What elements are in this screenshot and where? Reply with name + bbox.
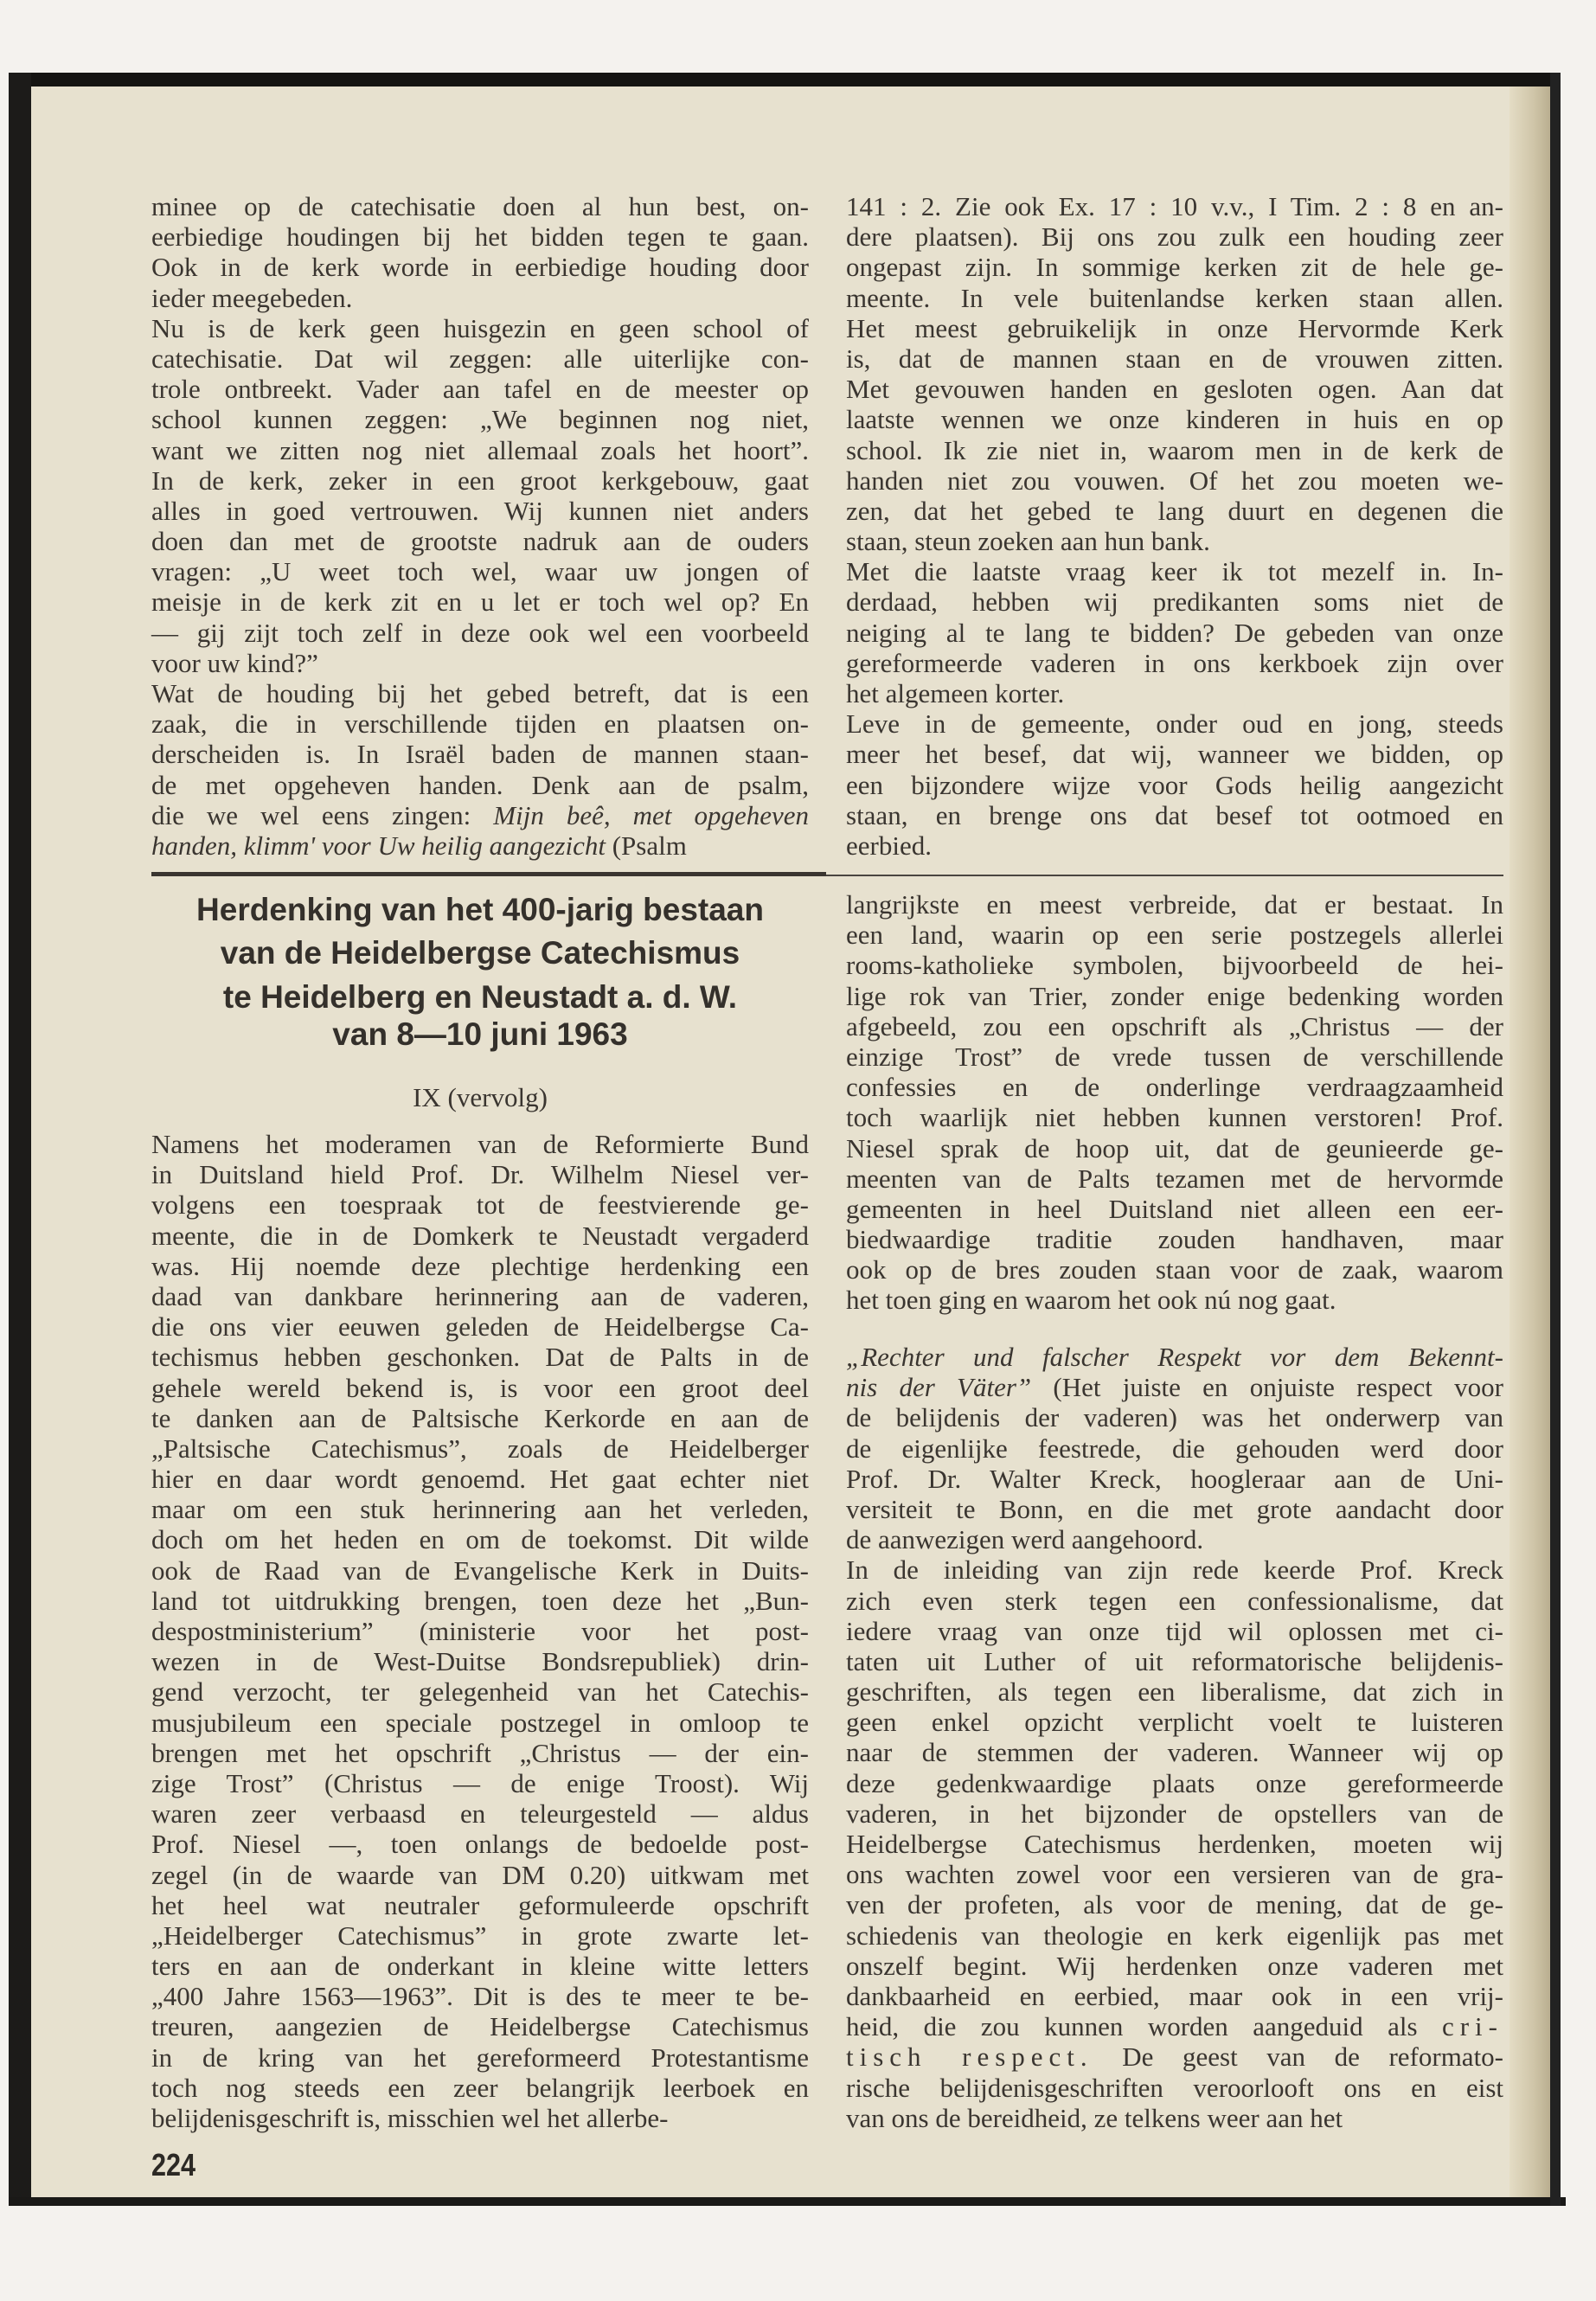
text-line: rooms-katholieke symbolen, bijvoorbeeld de hei- — [846, 950, 1503, 981]
text-line: taten uit Luther of uit reformatorische belijdenis- — [846, 1645, 1503, 1676]
text-line: deze gedenkwaardige plaats onze gereformeerde — [846, 1767, 1503, 1798]
scan-border-left — [9, 73, 31, 2206]
text-line: gehele wereld bekend is, is voor een groot deel — [151, 1372, 809, 1403]
text-line: zen, dat het gebed te lang duurt en degenen die — [846, 495, 1503, 526]
text-line: een bijzondere wijze voor Gods heilig aangezicht — [846, 769, 1503, 800]
text-line: handen niet zou vouwen. Of het zou moeten we- — [846, 465, 1503, 496]
text-line: minee op de catechisatie doen al hun best, on- — [151, 191, 809, 221]
text-line: Prof. Dr. Walter Kreck, hoogleraar aan de Uni- — [846, 1463, 1503, 1494]
text-line: musjubileum een speciale postzegel in omloop te — [151, 1707, 809, 1738]
text-line: treuren, aangezien de Heidelbergse Catechismus — [151, 2011, 809, 2042]
text-line: school kunnen zeggen: „We beginnen nog niet, — [151, 404, 809, 435]
text-line: in Duitsland hield Prof. Dr. Wilhelm Niesel ver- — [151, 1159, 809, 1190]
text-line: eerbiedige houdingen bij het bidden tegen te gaan. — [151, 221, 809, 253]
text-line: lige rok van Trier, zonder enige bedenking worden — [846, 980, 1503, 1011]
text-line: de met opgeheven handen. Denk aan de psalm, — [151, 769, 809, 800]
article-headline-line-2: van de Heidelbergse Catechismus — [220, 935, 740, 971]
text-line: te danken aan de Paltsische Kerkorde en aan de — [151, 1402, 809, 1433]
text-line: voor uw kind?” — [151, 647, 318, 678]
text-line: Niesel sprak de hoop uit, dat de geunieerde ge- — [846, 1132, 1503, 1163]
text-line: techismus hebben geschonken. Dat de Palts in de — [151, 1342, 809, 1373]
text-segment: (Psalm — [605, 830, 687, 861]
text-line: despostministerium” (ministerie voor het post- — [151, 1616, 809, 1646]
text-line: catechisatie. Dat wil zeggen: alle uiterlijke con- — [151, 343, 809, 374]
text-line: doch om het heden en om de toekomst. Dit wilde — [151, 1524, 809, 1555]
article-headline-line-1: Herdenking van het 400-jarig bestaan — [196, 892, 764, 927]
text-line: Het meest gebruikelijk in onze Hervormde Kerk — [846, 312, 1503, 343]
text-line: want we zitten nog niet allemaal zoals het hoort”. — [151, 434, 809, 465]
text-line: vaderen, in het bijzonder de opstellers van de — [846, 1798, 1503, 1829]
scan-border-top — [9, 73, 1557, 87]
text-line: doen dan met de grootste nadruk aan de ouders — [151, 526, 809, 557]
text-line: het algemeen korter. — [846, 678, 1065, 708]
text-line: ook op de bres zouden staan voor de zaak, waarom — [846, 1254, 1503, 1285]
text-line: afgebeeld, zou een opschrift als „Christus — der — [846, 1010, 1503, 1042]
text-line: schiedenis van theologie en kerk eigenlijk pas met — [846, 1920, 1503, 1951]
section-divider-thin — [826, 875, 1503, 876]
scan-border-bottom — [9, 2197, 1566, 2206]
text-line: toch waarlijk niet hebben kunnen verstoren! Prof. — [846, 1102, 1503, 1133]
text-line: onszelf begint. Wij herdenken onze vaderen met — [846, 1950, 1503, 1981]
text-line: einzige Trost” de vrede tussen de verschillende — [846, 1041, 1503, 1072]
text-line: staan, steun zoeken aan hun bank. — [846, 526, 1210, 557]
text-line: volgens een toespraak tot de feestvierende ge- — [151, 1189, 809, 1221]
text-line: Leve in de gemeente, onder oud en jong, steeds — [846, 708, 1503, 740]
text-segment: die we wel eens zingen: — [151, 799, 494, 830]
text-line: maar om een stuk herinnering aan het verleden, — [151, 1494, 809, 1525]
text-line: „400 Jahre 1563—1963”. Dit is des te meer te be- — [151, 1981, 809, 2012]
text-line: In de inleiding van zijn rede keerde Prof. Kreck — [846, 1554, 1503, 1586]
text-line — [846, 1342, 1503, 1372]
text-line: alles in goed vertrouwen. Wij kunnen niet anders — [151, 495, 809, 526]
article-left-column — [151, 1129, 809, 2133]
text-line: gend verzocht, ter gelegenheid van het Catechis- — [151, 1676, 809, 1708]
text-line: iedere vraag van onze tijd wil oplossen met ci- — [846, 1615, 1503, 1646]
text-line: meenten van de Palts tezamen met de hervormde — [846, 1163, 1503, 1194]
text-line: meente. In vele buitenlandse kerken staan allen. — [846, 282, 1503, 313]
text-line: zige Trost” (Christus — de enige Troost). Wij — [151, 1767, 809, 1798]
text-line: vragen: „U weet toch wel, waar uw jongen of — [151, 556, 809, 587]
italic-text: „Rechter und falscher Respekt vor dem Bekennt- — [846, 1342, 1503, 1372]
text-line: daad van dankbare herinnering aan de vaderen, — [151, 1280, 809, 1311]
text-line: school. Ik zie niet in, waarom men in de kerk de — [846, 434, 1503, 465]
text-line: van ons de bereidheid, ze telkens weer aan het — [846, 2102, 1343, 2133]
spaced-text: cri- — [1441, 2011, 1503, 2042]
section-divider-thick — [151, 872, 826, 876]
scan-border-right — [1550, 73, 1561, 2206]
text-line: derdaad, hebben wij predikanten soms niet de — [846, 586, 1503, 618]
text-line: zich even sterk tegen een confessionalisme, dat — [846, 1585, 1503, 1616]
text-line: In de kerk, zeker in een groot kerkgebouw, gaat — [151, 465, 809, 496]
text-line: geen enkel opzicht verplicht voelt te luisteren — [846, 1707, 1503, 1738]
text-segment: (Het juiste en onjuiste respect voor — [1031, 1372, 1503, 1403]
text-line — [151, 830, 809, 861]
text-line: ons wachten zowel voor een versieren van de gra- — [846, 1859, 1503, 1890]
text-line: neiging al te lang te bidden? De gebeden van onze — [846, 617, 1503, 648]
page-number: 224 — [151, 2147, 196, 2182]
italic-text: nis der Väter” — [846, 1372, 1032, 1403]
text-line: was. Hij noemde deze plechtige herdenking een — [151, 1250, 809, 1281]
article-headline-line-3: te Heidelberg en Neustadt a. d. W. — [222, 979, 738, 1015]
text-line: zegel (in de waarde van DM 0.20) uitkwam met — [151, 1859, 809, 1890]
text-line: het toen ging en waarom het ook nú nog gaat. — [846, 1285, 1336, 1316]
text-line: — gij zijt toch zelf in deze ook wel een voorbeeld — [151, 617, 809, 648]
text-line: de belijdenis der vaderen) was het onderwerp van — [846, 1402, 1503, 1433]
text-line: waren zeer verbaasd en teleurgesteld — aldus — [151, 1798, 809, 1830]
top-left-column — [151, 191, 809, 861]
text-line: Met die laatste vraag keer ik tot mezelf in. In- — [846, 556, 1503, 587]
text-line: Ook in de kerk worde in eerbiedige houding door — [151, 252, 809, 283]
text-line: naar de stemmen der vaderen. Wanneer wij op — [846, 1737, 1503, 1768]
text-line: Nu is de kerk geen huisgezin en geen school of — [151, 312, 809, 343]
text-segment: De geest van de reformato- — [1093, 2041, 1503, 2073]
text-line: gereformeerde vaderen in ons kerkboek zijn over — [846, 647, 1503, 678]
text-line: versiteit te Bonn, en die met grote aandacht door — [846, 1493, 1503, 1524]
text-line: toch nog steeds een zeer belangrijk leerboek en — [151, 2072, 809, 2103]
text-line: biedwaardige traditie zouden handhaven, maar — [846, 1224, 1503, 1255]
text-line: Heidelbergse Catechismus herdenken, moeten wij — [846, 1829, 1503, 1859]
text-line — [846, 1372, 1503, 1402]
text-line: „Heidelberger Catechismus” in grote zwarte let- — [151, 1920, 809, 1951]
text-line: staan, en brenge ons dat besef tot ootmoed en — [846, 799, 1503, 830]
article-right-column-top — [846, 889, 1503, 1316]
text-line — [151, 800, 809, 830]
text-line: belijdenisgeschrift is, misschien wel het allerbe- — [151, 2103, 669, 2133]
italic-text: Mijn beê, met opgeheven — [493, 799, 809, 830]
text-line: in de kring van het gereformeerd Protestantisme — [151, 2041, 809, 2073]
text-line: is, dat de mannen staan en de vrouwen zitten. — [846, 343, 1503, 374]
text-line: laatste wennen we onze kinderen in huis en op — [846, 404, 1503, 435]
article-headline-line-4: van 8—10 juni 1963 — [332, 1016, 628, 1052]
text-line: Prof. Niesel —, toen onlangs de bedoelde post- — [151, 1829, 809, 1860]
text-line: ters en aan de onderkant in kleine witte letters — [151, 1951, 809, 1982]
text-line: gemeenten in heel Duitsland niet alleen een eer- — [846, 1193, 1503, 1224]
text-line: dankbaarheid en eerbied, maar ook in een vrij- — [846, 1980, 1503, 2011]
text-line: Namens het moderamen van de Reformierte Bund — [151, 1129, 809, 1159]
text-line: brengen met het opschrift „Christus — der ein- — [151, 1737, 809, 1768]
text-line: hier en daar wordt genoemd. Het gaat echter niet — [151, 1464, 809, 1495]
text-line: Wat de houding bij het gebed betreft, dat is een — [151, 678, 809, 708]
text-line: rische belijdenisgeschriften veroorlooft ons en eist — [846, 2072, 1503, 2103]
text-line: ieder meegebeden. — [151, 282, 353, 313]
text-line: meer het besef, dat wij, wanneer we bidden, op — [846, 739, 1503, 770]
page-binding-edge — [1509, 87, 1550, 2197]
text-line: ook de Raad van de Evangelische Kerk in Duits- — [151, 1554, 809, 1586]
text-line: meente, die in de Domkerk te Neustadt vergaderd — [151, 1220, 809, 1251]
text-line: zaak, die in verschillende tijden en plaatsen on- — [151, 708, 809, 740]
text-line — [846, 2041, 1503, 2072]
italic-text: handen, klimm' voor Uw heilig aangezicht — [151, 830, 606, 861]
text-line: 141 : 2. Zie ook Ex. 17 : 10 v.v., I Tim. 2 : 8 en an- — [846, 191, 1503, 221]
text-line: eerbied. — [846, 830, 932, 861]
text-line: die ons vier eeuwen geleden de Heidelbergse Ca- — [151, 1311, 809, 1343]
text-line: ven der profeten, als voor de mening, dat de ge- — [846, 1889, 1503, 1920]
text-line: derscheiden is. In Israël baden de mannen staan- — [151, 739, 809, 770]
text-line: confessies en de onderlinge verdraagzaamheid — [846, 1072, 1503, 1103]
top-right-column — [846, 191, 1503, 861]
text-line: de eigenlijke feestrede, die gehouden werd door — [846, 1433, 1503, 1464]
text-line: de aanwezigen werd aangehoord. — [846, 1524, 1204, 1555]
text-line: ongepast zijn. In sommige kerken zit de hele ge- — [846, 252, 1503, 283]
article-right-column-bottom — [846, 1342, 1503, 2133]
text-line: land tot uitdrukking brengen, toen deze het „Bun- — [151, 1585, 809, 1616]
text-segment: heid, die zou kunnen worden aangeduid als — [846, 2011, 1442, 2042]
text-line: geschriften, als tegen een liberalisme, dat zich in — [846, 1676, 1503, 1708]
text-line: Met gevouwen handen en gesloten ogen. Aan dat — [846, 374, 1503, 405]
text-line: dere plaatsen). Bij ons zou zulk een houding zeer — [846, 221, 1503, 253]
text-line: trole ontbreekt. Vader aan tafel en de meester op — [151, 374, 809, 405]
text-line: „Paltsische Catechismus”, zoals de Heidelberger — [151, 1433, 809, 1464]
text-line — [846, 2011, 1503, 2041]
text-line: het heel wat neutraler geformuleerde opschrift — [151, 1889, 809, 1920]
spaced-text: tisch respect. — [846, 2041, 1093, 2073]
text-line: wezen in de West-Duitse Bondsrepubliek) drin- — [151, 1646, 809, 1677]
text-line: meisje in de kerk zit en u let er toch wel op? En — [151, 586, 809, 618]
text-line: langrijkste en meest verbreide, dat er bestaat. In — [846, 889, 1503, 920]
text-line: een land, waarin op een serie postzegels allerlei — [846, 920, 1503, 951]
article-subtitle: IX (vervolg) — [413, 1082, 548, 1112]
